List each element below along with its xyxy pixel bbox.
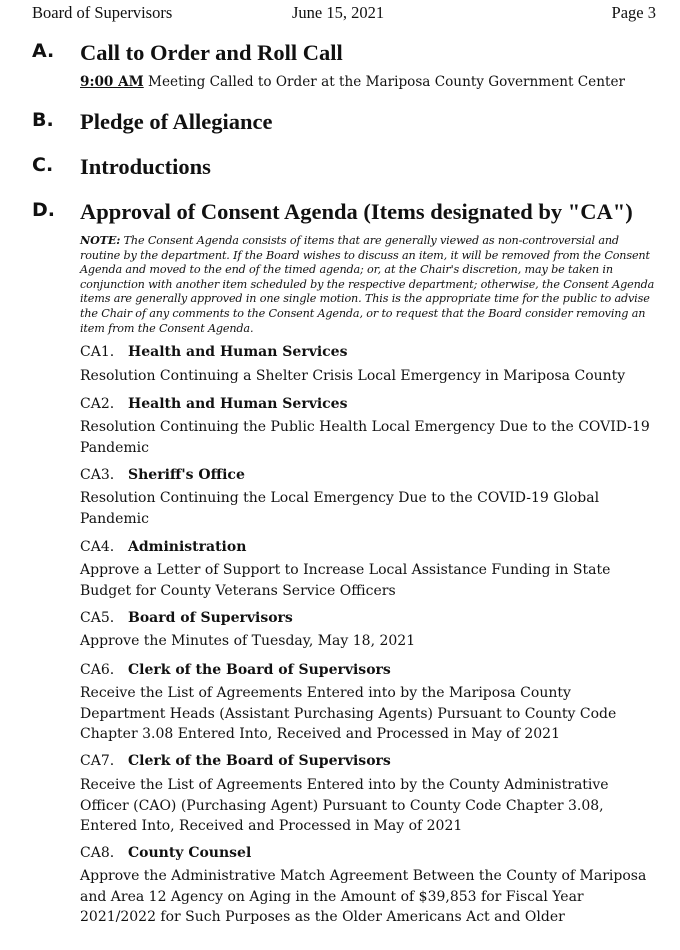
section-title: Call to Order and Roll Call — [80, 40, 343, 65]
consent-item-heading — [80, 465, 245, 485]
item-number: CA8. — [80, 845, 115, 861]
item-number: CA2. — [80, 396, 115, 412]
consent-item-description: Approve the Minutes of Tuesday, May 18, 2021 — [80, 633, 416, 649]
item-department: County Counsel — [128, 845, 252, 861]
item-department: Health and Human Services — [128, 344, 348, 360]
section-title: Pledge of Allegiance — [80, 109, 273, 134]
item-department: Clerk of the Board of Supervisors — [128, 753, 391, 769]
header-page-number: Page 3 — [611, 3, 656, 22]
note-text: The Consent Agenda consists of items that are generally viewed as non-controversial and routine by the department. If the Board wishes to discuss an item, it will be removed from the Consent Agenda and moved to the end of the timed agenda; or, at the Chair's discretion, may be taken in conjunction with another item scheduled by the respective department; otherwise, the Consent Agenda items are generally approved in one single motion. This is the appropriate time for the public to advise the Chair of any comments to the Consent Agenda, or to request that the Board consider removing an item from the Consent Agenda. — [80, 234, 655, 335]
consent-item-heading — [80, 537, 246, 557]
consent-item-heading — [80, 843, 251, 863]
item-department: Sheriff's Office — [128, 467, 245, 483]
section-title: Introductions — [80, 154, 211, 179]
item-number: CA5. — [80, 610, 115, 626]
consent-item-description: Resolution Continuing the Public Health Local Emergency Due to the COVID-19 Pandemic — [80, 419, 650, 456]
section-letter: B. — [32, 109, 54, 131]
consent-item-heading — [80, 342, 347, 362]
item-department: Administration — [128, 539, 247, 555]
header-board-name: Board of Supervisors — [32, 3, 173, 22]
note-label: NOTE: — [80, 233, 121, 247]
item-number: CA7. — [80, 753, 115, 769]
item-number: CA1. — [80, 344, 115, 360]
item-number: CA3. — [80, 467, 115, 483]
consent-item-heading — [80, 660, 391, 680]
consent-agenda-note — [80, 233, 656, 336]
consent-item-description: Receive the List of Agreements Entered into by the County Administrative Officer (CAO) (Purchasing Agent) Pursuant to County Code Chapter 3.08, Entered Into, Received and Processed in May of 2021 — [80, 777, 609, 834]
item-number: CA4. — [80, 539, 115, 555]
section-letter: C. — [32, 154, 54, 176]
consent-item-description: Resolution Continuing a Shelter Crisis Local Emergency in Mariposa County — [80, 368, 626, 384]
page-header — [32, 3, 656, 23]
section-letter: D. — [32, 199, 55, 221]
consent-item-description: Resolution Continuing the Local Emergency Due to the COVID-19 Global Pandemic — [80, 490, 600, 527]
consent-item-description: Receive the List of Agreements Entered into by the Mariposa County Department Heads (Assistant Purchasing Agents) Pursuant to County Code Chapter 3.08 Entered Into, Received and Processed in May of 2021 — [80, 685, 617, 742]
consent-item-description: Approve the Administrative Match Agreement Between the County of Mariposa and Area 12 Agency on Aging in the Amount of $39,853 for Fiscal Year 2021/2022 for Such Purposes as the Older Americans Act and Older — [80, 868, 647, 925]
section-letter: A. — [32, 40, 55, 62]
section-title: Approval of Consent Agenda (Items designated by "CA") — [80, 199, 633, 224]
consent-item-description: Approve a Letter of Support to Increase Local Assistance Funding in State Budget for County Veterans Service Officers — [80, 562, 611, 599]
item-department: Clerk of the Board of Supervisors — [128, 662, 391, 678]
item-department: Board of Supervisors — [128, 610, 293, 626]
consent-item-heading — [80, 751, 391, 771]
meeting-description: Meeting Called to Order at the Mariposa County Government Center — [143, 74, 625, 90]
consent-item-heading — [80, 394, 347, 414]
item-department: Health and Human Services — [128, 396, 348, 412]
consent-item-heading — [80, 608, 293, 628]
meeting-time: 9:00 AM — [80, 74, 144, 90]
call-to-order-line — [80, 72, 658, 92]
header-date: June 15, 2021 — [292, 3, 385, 22]
item-number: CA6. — [80, 662, 115, 678]
